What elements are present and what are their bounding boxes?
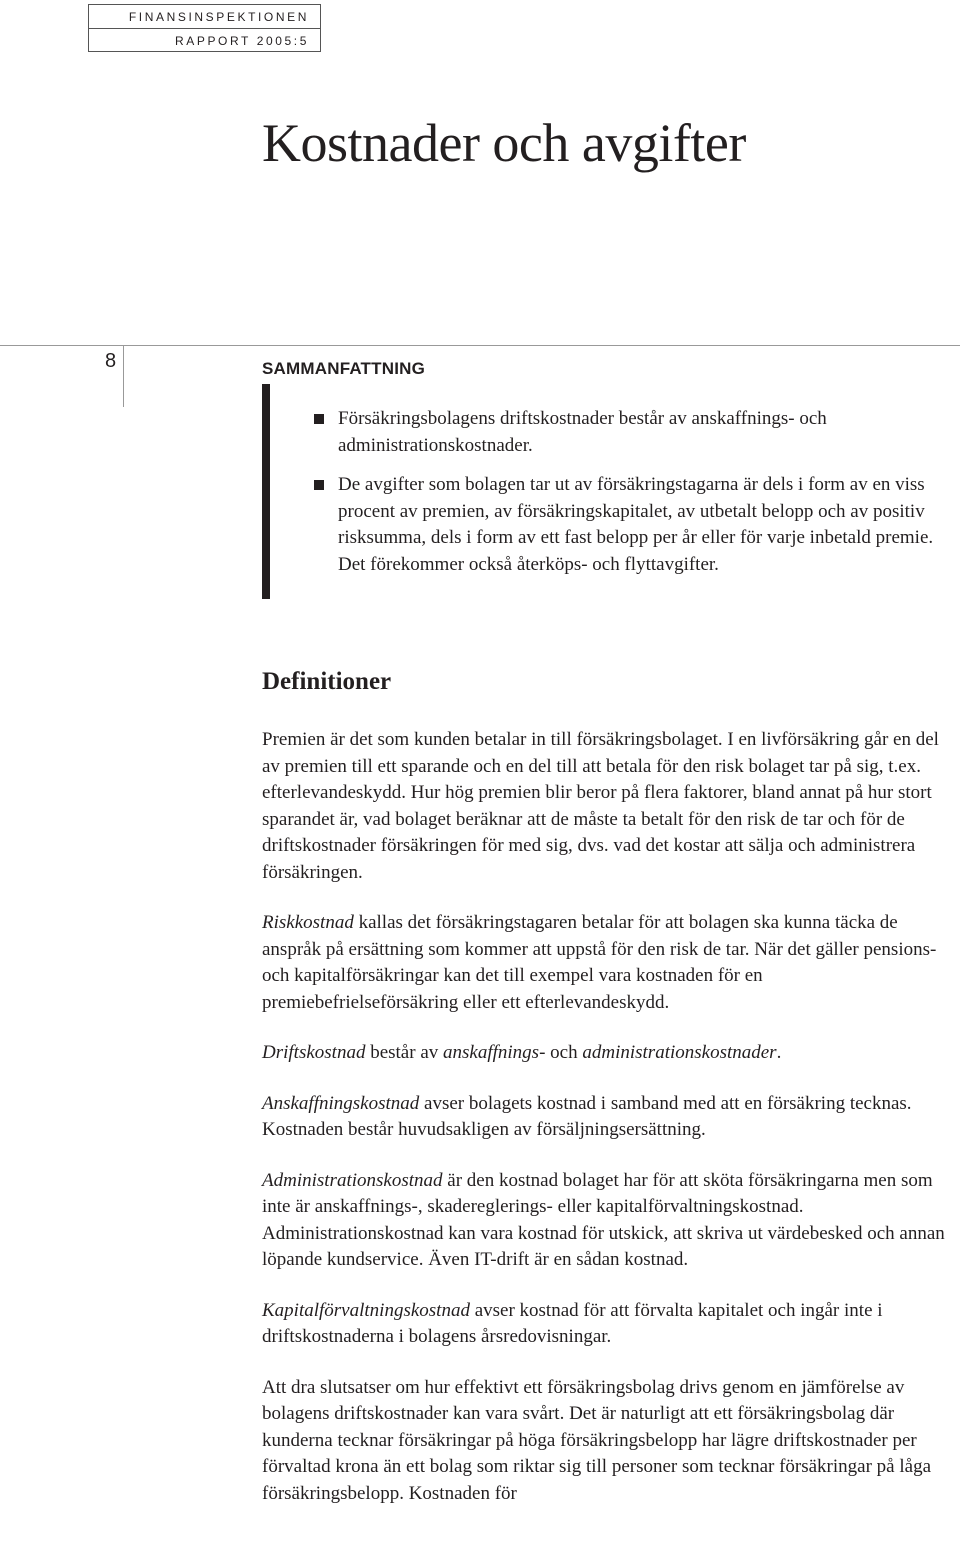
paragraph-text: består av [365,1042,444,1063]
paragraph-anskaffningskostnad [262,1091,960,1144]
summary-heading: SAMMANFATTNING [262,359,426,378]
summary-item [312,472,952,578]
page-title: Kostnader och avgifter [262,113,746,173]
summary-item-text: De avgifter som bolagen tar ut av försäkringstagarna är dels i form av en viss procent av premien, av försäkringskapitalet, av utbetalt belopp och av positiv risksumma, dels i form av ett fast belopp per år eller för varje inbetald premie. Det förekommer också återköps- och flyttavgifter. [338,474,934,575]
defined-term: Kapitalförvaltningskostnad [262,1299,470,1321]
horizontal-rule [0,345,960,346]
paragraph-riskkostnad [262,910,960,1016]
defined-term: anskaffnings- [443,1042,546,1063]
paragraph-text: och [545,1042,583,1063]
paragraph-text: avser bolagets kostnad i samband med att en försäkring tecknas. Kostnaden består huvudsakligen av försäljningsersättning. [262,1092,912,1140]
paragraph-text: är den kostnad bolaget har för att sköta försäkringarna men som inte är anskaffnings-, skadereglerings- eller kapitalförvaltningskostnad. Administrationskostnad kan vara kostnad för utskick, att skriva ut värdebesked och annan löpande kundservice. Även IT-drift är en sådan kostnad. [262,1169,945,1270]
defined-term: Driftskostnad [262,1042,366,1063]
paragraph-administrationskostnad [262,1168,960,1274]
defined-term: Anskaffningskostnad [262,1092,420,1114]
paragraph-kapitalforvaltningskostnad [262,1298,960,1351]
paragraph-text: . [776,1042,782,1063]
defined-term: administrationskostnader [582,1042,777,1063]
paragraph-text: kallas det försäkringstagaren betalar för att bolagen ska kunna täcka de anspråk på ersättning som kommer att uppstå för den risk de tar. När det gäller pensions- och kapitalförsäkringar kan det till exempel vara kostnaden för en premiebefrielseförsäkring eller ett efterlevandeskydd. [262,912,937,1013]
report-header-box [88,4,321,52]
definitions-body [262,727,960,1531]
paragraph-text: Att dra slutsatser om hur effektivt ett försäkringsbolag drivs genom en jämförelse av bolagens driftskostnader kan vara svårt. Det är naturligt att ett försäkringsbolag där kunderna tecknar försäkringar på höga försäkringsbelopp har lägre driftskostnader per förvaltad krona än ett bolag som riktar sig till personer som tecknar försäkringar på låga försäkringsbelopp. Kostnaden för [262,1376,931,1504]
defined-term: Administrationskostnad [262,1169,443,1191]
page-number-rule [123,345,124,407]
header-report: RAPPORT 2005:5 [174,33,309,48]
header-org: FINANSINSPEKTIONEN [89,5,320,29]
paragraph-text: Premien är det som kunden betalar in till försäkringsbolaget. I en livförsäkring går en del av premien till ett sparande och en del till att betala för den risk bolaget tar på sig, t.ex. efterlevandeskydd. Hur hög premien blir beror på flera faktorer, bland annat på hur stort sparandet är, vad bolaget beräknar att de måste ta betalt för den risk de tar och för de driftskostnader försäkringen för med sig, dvs. vad det kostar att sälja och administrera försäkringen. [262,729,939,883]
square-bullet-icon [314,480,324,490]
paragraph-text: avser kostnad för att förvalta kapitalet och ingår inte i driftskostnaderna i bolagens årsredovisningar. [262,1299,883,1347]
page-number: 8 [105,350,117,372]
defined-term: Riskkostnad [262,912,354,933]
paragraph-driftskostnad [262,1040,960,1067]
summary-item-text: Försäkringsbolagens driftskostnader består av anskaffnings- och administrationskostnader. [338,408,827,456]
square-bullet-icon [314,414,324,424]
summary-list [312,406,952,591]
definitions-heading: Definitioner [262,668,392,695]
paragraph-premie [262,727,960,886]
summary-item [312,406,952,459]
paragraph-slutsatser [262,1375,960,1508]
summary-sidebar-bar [262,384,270,599]
